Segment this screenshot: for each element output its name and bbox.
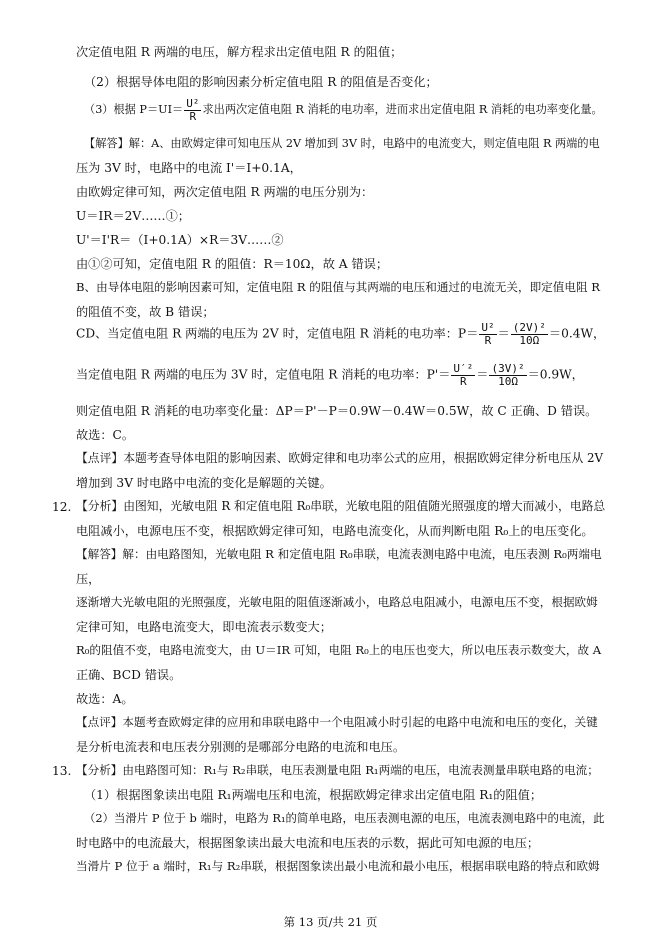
- comment-line: 【点评】本题考查导体电阻的影响因素、欧姆定律和电功率公式的应用，根据欧姆定律分析电压从 2V: [76, 451, 604, 465]
- numerator: (3V)²: [491, 362, 525, 375]
- numerator: U²: [481, 321, 495, 334]
- fraction: [479, 322, 496, 346]
- denominator: R: [460, 374, 467, 388]
- text-line: R₀的阻值不变，电路电流变大，由 U＝IR 可知，电阻 R₀上的电压也变大，所以电压表示数变大，故 A: [76, 643, 602, 657]
- formula-line: [84, 98, 603, 122]
- page-footer: 第 13 页/共 21 页: [283, 915, 378, 929]
- numerator: U′²: [453, 362, 474, 375]
- text-segment: ＝: [476, 367, 489, 382]
- text-line: （2）根据导体电阻的影响因素分析定值电阻 R 的阻值是否变化；: [84, 75, 438, 89]
- comment-line: 增加到 3V 时电路中电流的变化是解题的关键。: [76, 476, 332, 490]
- text-line: （2）当滑片 P 位于 b 端时，电路为 R₁的简单电路，电压表测电源的电压，电流表测电路中的电流，此: [84, 811, 605, 825]
- text-line: 电阻减小，电源电压不变，根据欧姆定律可知，电路电流变化，从而判断电阻 R₀上的电压变化。: [76, 524, 594, 538]
- text-line: 时电路中的电流最大，根据图象读出最大电流和电压表的示数，据此可知电源的电压；: [76, 836, 540, 850]
- text-line: B、由导体电阻的影响因素可知，定值电阻 R 的阻值与其两端的电压和通过的电流无关，即定值电阻 R: [76, 280, 600, 294]
- text-segment: 当定值电阻 R 两端的电压为 3V 时，定值电阻 R 消耗的电功率：P'＝: [76, 367, 451, 382]
- text-line: 故选：A。: [76, 692, 134, 706]
- denominator: R: [189, 109, 197, 123]
- text-line: 则定值电阻 R 消耗的电功率变化量：ΔP＝P'－P＝0.9W－0.4W＝0.5W，故 C 正确、D 错误。: [76, 404, 598, 418]
- question-number: 12.: [52, 500, 72, 514]
- text-segment: ＝: [497, 326, 510, 341]
- text-line: 由欧姆定律可知，两次定值电阻 R 两端的电压分别为：: [76, 185, 374, 199]
- equation-line: U'＝I'R＝（I+0.1A）×R＝3V……②: [76, 233, 284, 247]
- fraction: [511, 322, 548, 346]
- denominator: R: [484, 333, 492, 347]
- fraction: [184, 98, 201, 122]
- text-line: （1）根据图象读出电阻 R₁两端电压和电流，根据欧姆定律求出定值电阻 R₁的阻值；: [84, 788, 543, 802]
- formula-line: [76, 363, 584, 387]
- text-line: 由①②可知，定值电阻 R 的阻值：R＝10Ω，故 A 错误；: [76, 257, 389, 271]
- text-line: 当滑片 P 位于 a 端时，R₁与 R₂串联，根据图象读出最小电流和最小电压，根据串联电路的特点和欧姆: [76, 859, 600, 873]
- denominator: 10Ω: [498, 374, 518, 388]
- text-line: 压，: [76, 572, 101, 586]
- text-segment: 求出两次定值电阻 R 消耗的电功率，进而求出定值电阻 R 消耗的电功率变化量。: [202, 103, 603, 117]
- fraction: [451, 363, 475, 387]
- text-line: 压为 3V 时，电路中的电流 I'＝I+0.1A，: [76, 161, 302, 175]
- text-segment: CD、当定值电阻 R 两端的电压为 2V 时，定值电阻 R 消耗的电功率：P＝: [76, 326, 479, 341]
- numerator: U²: [186, 97, 200, 110]
- text-line: 故选：C。: [76, 428, 135, 442]
- text-line: 的阻值不变，故 B 错误；: [76, 305, 215, 319]
- question-number: 13.: [52, 764, 72, 778]
- text-line: 定律可知，电路电流变大，即电流表示数变大；: [76, 620, 332, 634]
- text-line: 【解答】解：由电路图知，光敏电阻 R 和定值电阻 R₀串联，电流表测电路中电流，电压表测 R₀两端电: [76, 547, 602, 561]
- text-segment: ＝0.9W，: [527, 367, 584, 382]
- equation-line: U＝IR＝2V……①；: [76, 209, 190, 223]
- analysis-line: 【分析】由电路图可知：R₁与 R₂串联，电压表测量电阻 R₁两端的电压，电流表测量串联电路的电流；: [76, 763, 599, 777]
- text-line: 次定值电阻 R 两端的电压，解方程求出定值电阻 R 的阻值；: [76, 45, 403, 59]
- text-line: 逐渐增大光敏电阻的光照强度，光敏电阻的阻值逐渐减小，电路总电阻减小，电源电压不变，根据欧姆: [76, 595, 598, 609]
- text-segment: ＝0.4W，: [548, 326, 606, 341]
- denominator: 10Ω: [519, 333, 540, 347]
- text-line: 正确、BCD 错误。: [76, 668, 182, 682]
- text-line: 【解答】解：A、由欧姆定律可知电压从 2V 增加到 3V 时，电路中的电流变大，则定值电阻 R 两端的电: [84, 137, 600, 150]
- fraction: [489, 363, 526, 387]
- comment-line: 【点评】本题考查欧姆定律的应用和串联电路中一个电阻减小时引起的电路中电流和电压的变化，关键: [76, 715, 598, 729]
- text-segment: （3）根据 P＝UI＝: [84, 103, 184, 117]
- numerator: (2V)²: [512, 321, 546, 334]
- comment-line: 是分析电流表和电压表分别测的是哪部分电路的电流和电压。: [76, 740, 406, 754]
- analysis-line: 【分析】由图知，光敏电阻 R 和定值电阻 R₀串联，光敏电阻的阻值随光照强度的增大而减小，电路总: [76, 499, 606, 513]
- formula-line: [76, 322, 605, 346]
